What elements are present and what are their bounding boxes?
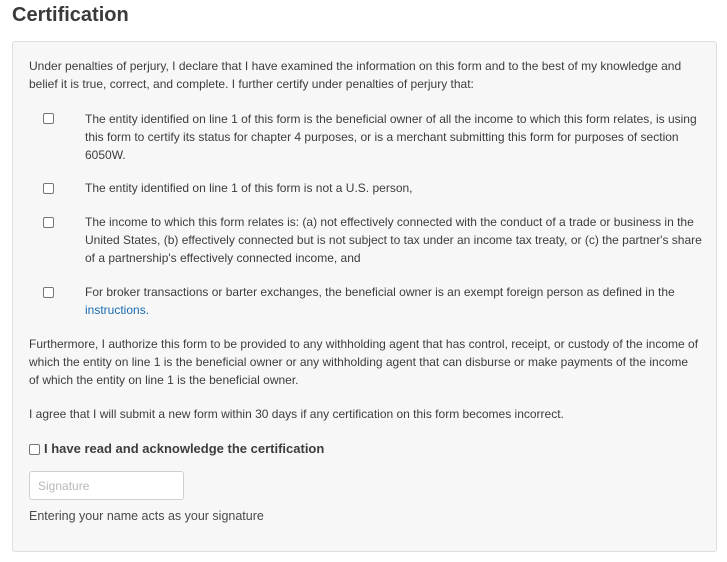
authorization-text: Furthermore, I authorize this form to be provided to any withholding agent that has control, receipt, or custody of the income of which the entity on line 1 is the beneficial owner or any withholding agent that can disburse or make payments of the income of which the entity on line 1 is the beneficial owner. <box>29 337 699 387</box>
certification-text: The entity identified on line 1 of this form is the beneficial owner of all the income to which this form relates, is using this form to certify its status for chapter 4 purposes, or is a merchant submitting this form for purposes of section 6050W. <box>85 112 697 162</box>
signature-input[interactable] <box>29 471 184 500</box>
agreement-text: I agree that I will submit a new form within 30 days if any certification on this form becomes incorrect. <box>29 407 564 421</box>
signature-help-text: Entering your name acts as your signature <box>29 509 264 523</box>
certification-text <box>85 283 705 319</box>
certification-checkbox[interactable] <box>43 183 54 194</box>
certification-checkbox[interactable] <box>43 113 54 124</box>
certification-text-body: For broker transactions or barter exchanges, the beneficial owner is an exempt foreign person as defined in the <box>85 285 675 299</box>
certification-checkbox[interactable] <box>43 217 54 228</box>
certification-text: The income to which this form relates is: (a) not effectively connected with the conduct of a trade or business in the United States, (b) effectively connected but is not subject to tax under an income tax treaty, or (c) the partner's share of a partnership's effectively connected income, and <box>85 215 702 265</box>
certification-text: The entity identified on line 1 of this form is not a U.S. person, <box>85 181 413 195</box>
intro-text: Under penalties of perjury, I declare that I have examined the information on this form and to the best of my knowledge and belief it is true, correct, and complete. I further certify under penalties of perjury that: <box>29 59 682 91</box>
section-title: Certification <box>12 4 129 26</box>
certification-panel <box>12 41 717 552</box>
acknowledge-checkbox[interactable] <box>29 444 40 455</box>
acknowledge-row[interactable] <box>29 440 324 458</box>
certification-checkbox[interactable] <box>43 287 54 298</box>
instructions-link[interactable]: instructions. <box>85 303 150 317</box>
acknowledge-label: I have read and acknowledge the certification <box>44 441 325 456</box>
